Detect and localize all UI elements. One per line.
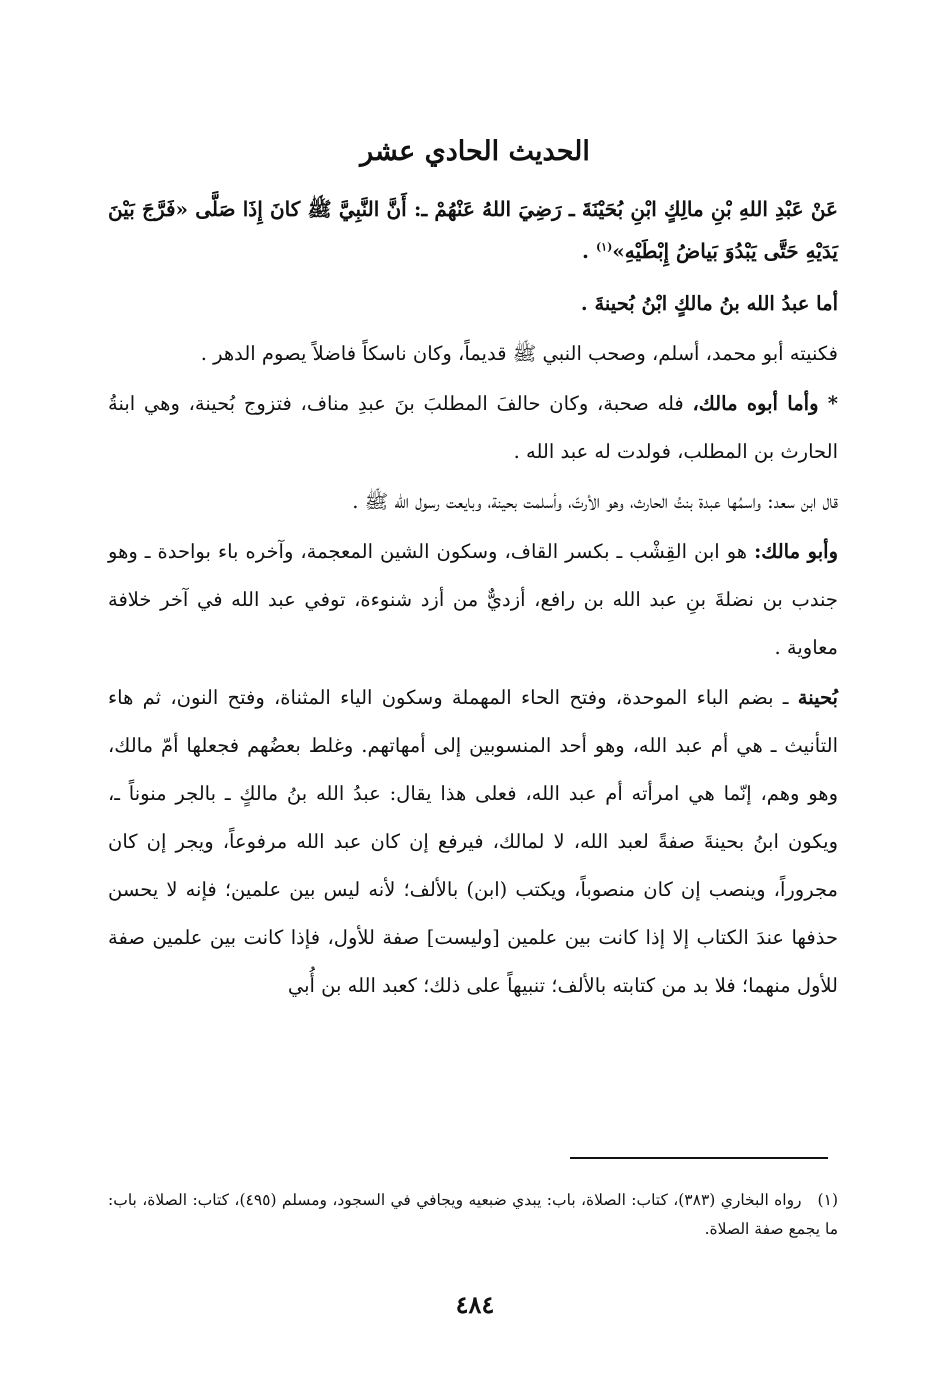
paragraph-buhaina-lead: بُحينة <box>797 686 838 709</box>
paragraph-abu-malik <box>108 528 838 672</box>
paragraph-ibn-saad: قال ابن سعد: واسمُها عبدة بنتُ الحارث، وهو الأرتّ، وأسلمت بحينة، وبايعت رسول الله ﷺ . <box>352 490 838 513</box>
page-number: ٤٨٤ <box>455 1290 495 1319</box>
paragraph-name: أما عبدُ الله بنُ مالكٍ ابْنُ بُحينةَ . <box>580 292 838 315</box>
hadith-end: . <box>582 239 596 263</box>
footnote <box>108 1186 838 1244</box>
footnote-number: (١) <box>817 1191 838 1209</box>
paragraph-father-lead: * وأما أبوه مالك، <box>692 392 839 415</box>
hadith-title: الحديث الحادي عشر <box>360 136 590 167</box>
paragraph-kunya: فكنيته أبو محمد، أسلم، وصحب النبي ﷺ قديماً، وكان ناسكاً فاضلاً يصوم الدهر . <box>200 342 838 365</box>
paragraph-buhaina <box>108 674 838 1010</box>
paragraph-abu-malik-lead: وأبو مالك: <box>754 540 838 563</box>
footnote-text: رواه البخاري (٣٨٣)، كتاب: الصلاة، باب: يبدي ضبعيه ويجافي في السجود، ومسلم (٤٩٥)، كتاب: الصلاة، باب: ما يجمع صفة الصلاة. <box>108 1191 838 1238</box>
footnote-ref[interactable]: (١) <box>595 240 613 254</box>
paragraph-buhaina-body: ـ بضم الباء الموحدة، وفتح الحاء المهملة وسكون الياء المثناة، وفتح النون، ثم هاء التأنيث ـ هي أم عبد الله، وهو أحد المنسوبين إلى أمهاتهم. وغلط بعضُهم فجعلها أمّ مالك، وهو وهم، إنّما هي امرأته أم عبد الله، فعلى هذا يقال: عبدُ الله بنُ مالكٍ ـ بالجر منوناً ـ، ويكون ابنُ بحينةَ صفةً لعبد الله، لا لمالك، فيرفع إن كان عبد الله مرفوعاً، ويجر إن كان مجروراً، وينصب إن كان منصوباً، ويكتب (ابن) بالألف؛ لأنه ليس بين علمين؛ فإنه لا يحسن حذفها عندَ الكتاب إلا إذا كانت بين علمين [وليست] صفة للأول، فإذا كانت بين علمين صفة للأول منهما؛ فلا بد من كتابته بالألف؛ تنبيهاً على ذلك؛ كعبد الله بن أُبي <box>108 686 838 997</box>
hadith-body: عَنْ عَبْدِ اللهِ بْنِ مالِكٍ ابْنِ بُحَيْنَةَ ـ رَضِيَ اللهُ عَنْهُمْ ـ: أَنَّ النَّبِيَّ ﷺ كانَ إِذَا صَلَّى «فَرَّجَ بَيْنَ يَدَيْهِ حَتَّى يَبْدُوَ بَياضُ إِبْطَيْهِ» <box>108 197 838 263</box>
paragraph-abu-malik-body: هو ابن القِشْب ـ بكسر القاف، وسكون الشين المعجمة، وآخره باء بواحدة ـ وهو جندب بن نضلةَ بنِ عبد الله بن رافع، أزديٌّ من أزد شنوءة، توفي عبد الله في آخر خلافة معاوية . <box>108 540 838 659</box>
paragraph-father <box>108 380 838 476</box>
paragraph-father-body: فله صحبة، وكان حالفَ المطلبَ بنَ عبدِ مناف، فتزوج بُحينة، وهي ابنةُ الحارث بن المطلب، فولدت له عبد الله . <box>108 392 838 463</box>
main-text <box>108 188 838 1012</box>
footnote-divider <box>570 1157 828 1159</box>
hadith-text <box>108 188 838 272</box>
